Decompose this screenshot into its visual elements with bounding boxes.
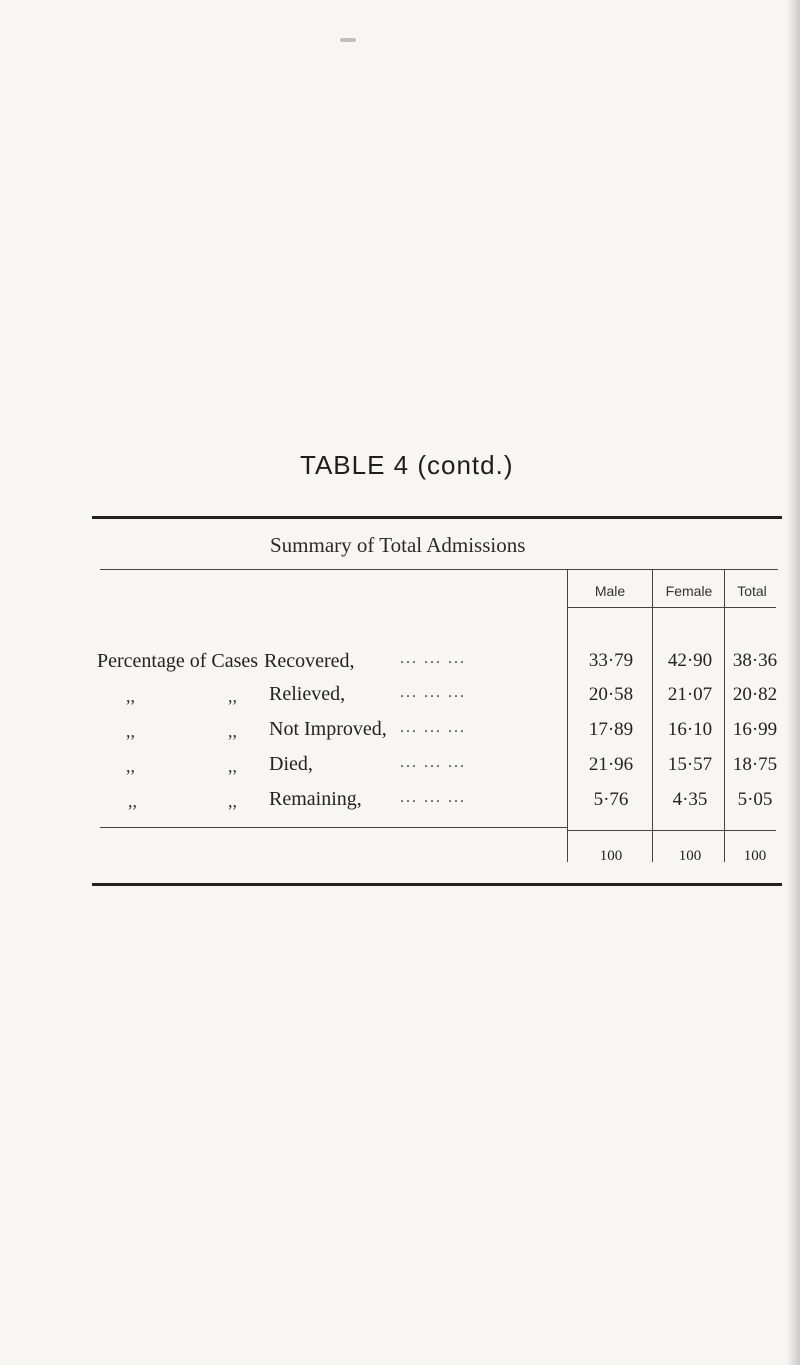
table-cell: 21·07 <box>667 684 713 705</box>
row-label: Remaining, <box>269 788 362 810</box>
table-cell: 16·10 <box>667 719 713 740</box>
table-subtitle: Summary of Total Admissions <box>270 533 526 557</box>
title-rule <box>92 516 782 519</box>
table-cell: 18·75 <box>732 754 778 775</box>
table-body-bottom-rule <box>100 827 568 828</box>
total-cell-female: 100 <box>678 848 702 864</box>
ditto-mark: ,, <box>126 721 135 741</box>
header-rule <box>568 607 776 608</box>
leader-dots: ... ... ... <box>400 754 466 771</box>
ditto-mark: ,, <box>126 756 135 776</box>
table-cell: 4·35 <box>672 789 708 810</box>
column-header-male: Male <box>594 583 626 599</box>
table-cell: 16·99 <box>732 719 778 740</box>
ditto-mark: ,, <box>228 756 237 776</box>
column-divider <box>567 569 568 862</box>
leader-dots: ... ... ... <box>400 684 466 701</box>
leader-dots: ... ... ... <box>400 650 466 667</box>
page-edge-shadow <box>786 0 800 1365</box>
column-header-female: Female <box>665 583 713 599</box>
column-divider <box>652 569 653 862</box>
leader-dots: ... ... ... <box>400 719 466 736</box>
row-label: Relieved, <box>269 683 346 705</box>
ditto-mark: ,, <box>126 686 135 706</box>
leader-dots: ... ... ... <box>400 789 466 806</box>
ink-mark <box>340 38 356 42</box>
total-cell-total: 100 <box>743 848 767 864</box>
table-cell: 33·79 <box>588 650 634 671</box>
totals-rule <box>568 830 776 831</box>
table-cell: 5·05 <box>737 789 773 810</box>
table-cell: 42·90 <box>667 650 713 671</box>
table-cell: 20·82 <box>732 684 778 705</box>
table-cell: 38·36 <box>732 650 778 671</box>
table-top-rule <box>100 569 778 570</box>
total-cell-male: 100 <box>599 848 623 864</box>
ditto-mark: ,, <box>228 686 237 706</box>
table-cell: 17·89 <box>588 719 634 740</box>
table-cell: 20·58 <box>588 684 634 705</box>
row-label: Died, <box>269 753 313 775</box>
table-title: TABLE 4 (contd.) <box>300 450 514 480</box>
row-label: Not Improved, <box>269 718 387 740</box>
ditto-mark: ,, <box>228 791 237 811</box>
column-header-total: Total <box>737 583 767 599</box>
row-label: Recovered, <box>264 650 355 672</box>
ditto-mark: ,, <box>128 791 137 811</box>
ditto-mark: ,, <box>228 721 237 741</box>
table-cell: 21·96 <box>588 754 634 775</box>
table-final-rule <box>92 883 782 886</box>
table-cell: 15·57 <box>667 754 713 775</box>
row-prefix: Percentage of Cases <box>97 650 259 672</box>
table-cell: 5·76 <box>593 789 629 810</box>
column-divider <box>724 569 725 862</box>
